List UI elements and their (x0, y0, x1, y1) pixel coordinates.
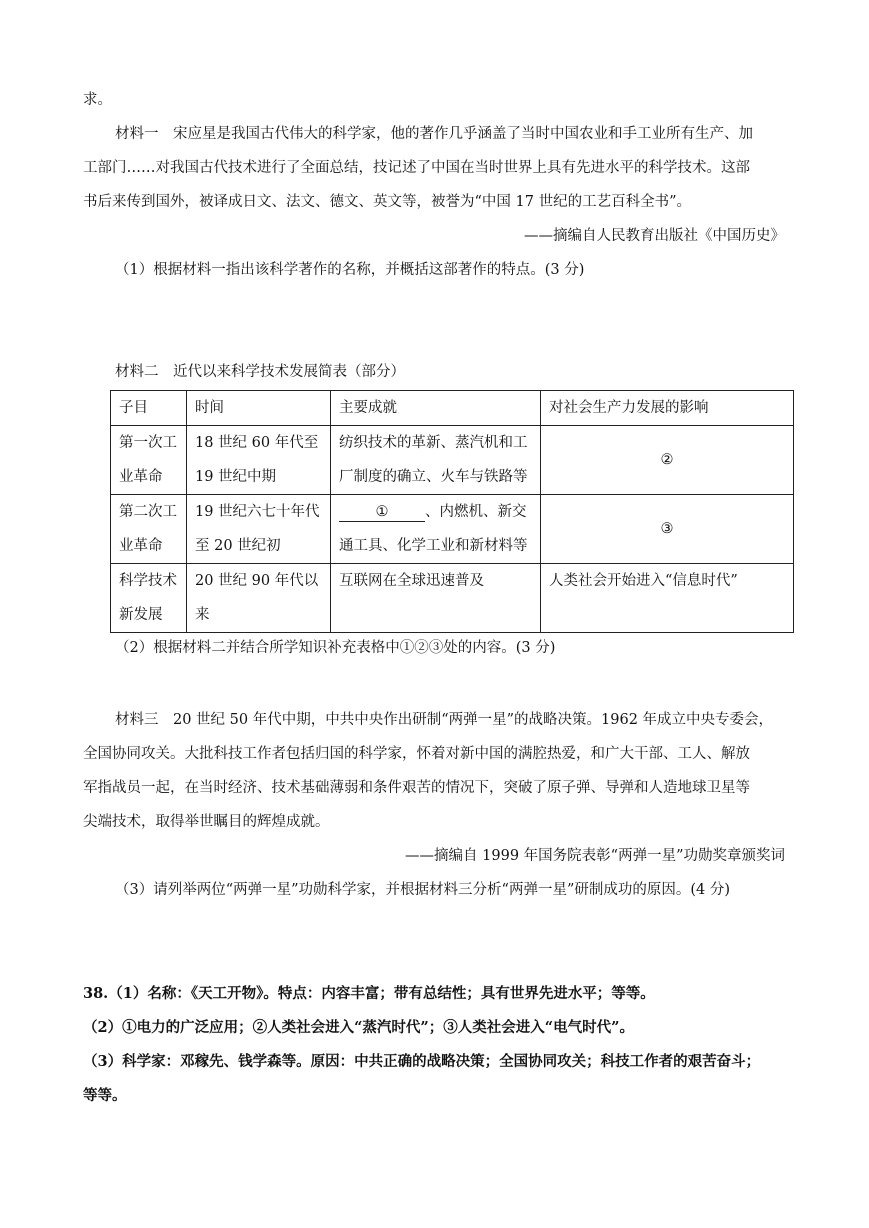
header-cell: 子目 (111, 391, 187, 426)
answer-3: （3）科学家：邓稼先、钱学森等。原因：中共正确的战略决策；全国协同攻关；科技工作者的艰苦奋斗； (83, 1053, 761, 1070)
material3-source: ——摘编自 1999 年国务院表彰“两弹一星”功勋奖章颁奖词 (405, 848, 785, 864)
impact-cell: ② (541, 426, 794, 495)
header-cell: 主要成就 (331, 391, 541, 426)
time-cell: 20 世纪 90 年代以来 (187, 564, 331, 633)
material3-line1: 材料三 20 世纪 50 年代中期，中共中央作出研制“两弹一星”的战略决策。1962 年成立中央专委会， (115, 712, 774, 728)
topic-cell: 第一次工 业革命 (111, 426, 187, 495)
answer-4: 等等。 (83, 1087, 127, 1104)
topic-cell: 第二次工 业革命 (111, 495, 187, 564)
question-1: （1）根据材料一指出该科学著作的名称，并概括这部著作的特点。(3 分) (115, 262, 585, 278)
achievement-cell: ① 、内燃机、新交 通工具、化学工业和新材料等 (331, 495, 541, 564)
answer-1: 38.（1）名称：《天工开物》。特点：内容丰富；带有总结性；具有世界先进水平；等等。 (83, 985, 655, 1002)
header-cell: 时间 (187, 391, 331, 426)
header-cell: 对社会生产力发展的影响 (541, 391, 794, 426)
material1-line2: 工部门……对我国古代技术进行了全面总结，技记述了中国在当时世界上具有先进水平的科学技术。这部 (83, 160, 750, 176)
time-cell: 19 世纪六七十年代 至 20 世纪初 (187, 495, 331, 564)
lead-text: 求。 (83, 92, 112, 108)
material3-line4: 尖端技术，取得举世瞩目的辉煌成就。 (83, 814, 330, 830)
topic-cell: 科学技术 新发展 (111, 564, 187, 633)
question-3: （3）请列举两位“两弹一星”功勋科学家，并根据材料三分析“两弹一星”研制成功的原因。(4 分) (115, 882, 731, 898)
material3-line2: 全国协同攻关。大批科技工作者包括归国的科学家，怀着对新中国的满腔热爱，和广大干部、工人、解放 (83, 746, 750, 762)
impact-cell: 人类社会开始进入“信息时代” (541, 564, 794, 633)
material1-line1: 材料一 宋应星是我国古代伟大的科学家，他的著作几乎涵盖了当时中国农业和手工业所有生产、加 (115, 126, 753, 142)
material1-line3: 书后来传到国外，被译成日文、法文、德文、英文等，被誉为“中国 17 世纪的工艺百科全书”。 (83, 194, 691, 210)
table-row (111, 426, 794, 495)
question-2: （2）根据材料二并结合所学知识补充表格中①②③处的内容。(3 分) (115, 640, 556, 656)
impact-cell: ③ (541, 495, 794, 564)
material2-title: 材料二 近代以来科学技术发展简表（部分） (115, 364, 405, 380)
achievement-cell: 纺织技术的革新、蒸汽机和工 厂制度的确立、火车与铁路等 (331, 426, 541, 495)
time-cell: 18 世纪 60 年代至 19 世纪中期 (187, 426, 331, 495)
material3-line3: 军指战员一起，在当时经济、技术基础薄弱和条件艰苦的情况下，突破了原子弹、导弹和人造地球卫星等 (83, 780, 750, 796)
material1-source: ——摘编自人民教育出版社《中国历史》 (524, 228, 785, 244)
answer-2: （2）①电力的广泛应用；②人类社会进入“蒸汽时代”；③人类社会进入“电气时代”。 (83, 1019, 634, 1036)
fill-blank[interactable]: ① (339, 503, 425, 522)
table-row (111, 564, 794, 633)
table-header-row (111, 391, 794, 426)
tech-table (110, 390, 794, 633)
achievement-cell: 互联网在全球迅速普及 (331, 564, 541, 633)
table-row (111, 495, 794, 564)
